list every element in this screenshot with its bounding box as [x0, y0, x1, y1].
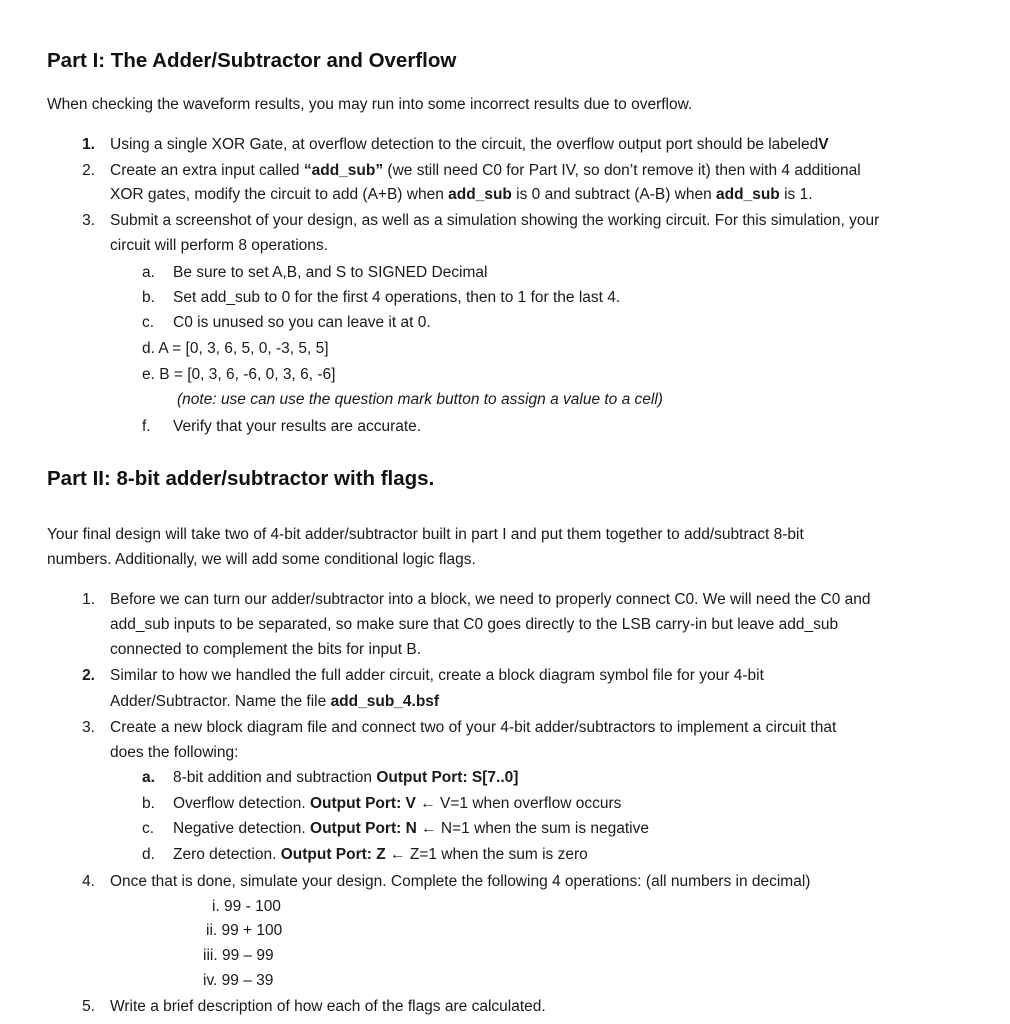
part2-flag-b-label: b.	[142, 795, 155, 812]
part2-item1-line1: Before we can turn our adder/subtractor into a block, we need to properly connect C0. We will need the C0 and	[110, 591, 871, 608]
part1-subitem-e-text: e. B = [0, 3, 6, -6, 0, 3, 6, -6]	[142, 366, 336, 383]
part2-operation-ii: ii. 99 + 100	[206, 922, 283, 939]
part2-flag-c-text: Negative detection. Output Port: N ← N=1 when the sum is negative	[173, 820, 649, 837]
part2-item3-line1: Create a new block diagram file and connect two of your 4-bit adder/subtractors to implement a circuit that	[110, 719, 837, 736]
part1-subitem-b-text: Set add_sub to 0 for the first 4 operations, then to 1 for the last 4.	[173, 289, 621, 306]
part2-item2-line1: Similar to how we handled the full adder circuit, create a block diagram symbol file for your 4-bit	[110, 667, 764, 684]
part1-heading: Part I: The Adder/Subtractor and Overflow	[47, 49, 457, 72]
part2-item1-line3: connected to complement the bits for input B.	[110, 641, 422, 658]
part2-item3-line2: does the following:	[110, 744, 239, 761]
part2-operation-i: i. 99 - 100	[212, 898, 281, 915]
part2-flag-d-text: Zero detection. Output Port: Z ← Z=1 when the sum is zero	[173, 846, 588, 863]
part2-intro-line1: Your final design will take two of 4-bit adder/subtractor built in part I and put them together to add/subtract 8-bit	[47, 526, 804, 543]
part2-item1-number: 1.	[82, 591, 95, 608]
part1-item1-text: Using a single XOR Gate, at overflow detection to the circuit, the overflow output port should be labeledV	[110, 136, 829, 153]
part2-operation-iii: iii. 99 – 99	[203, 947, 274, 964]
part2-intro-line2: numbers. Additionally, we will add some conditional logic flags.	[47, 551, 476, 568]
part2-heading: Part II: 8-bit adder/subtractor with flags.	[47, 467, 435, 490]
part1-item3-line1: Submit a screenshot of your design, as well as a simulation showing the working circuit. For this simulation, your	[110, 212, 880, 229]
part2-operation-iv: iv. 99 – 39	[203, 972, 274, 989]
part1-item3-line2: circuit will perform 8 operations.	[110, 237, 328, 254]
part2-flag-d-label: d.	[142, 846, 155, 863]
part1-item2-line1: Create an extra input called “add_sub” (we still need C0 for Part IV, so don’t remove it) then with 4 additional	[110, 162, 861, 179]
part1-note: (note: use can use the question mark button to assign a value to a cell)	[177, 391, 663, 408]
part2-item2-line2: Adder/Subtractor. Name the file add_sub_4.bsf	[110, 693, 440, 710]
part2-flag-a-text: 8-bit addition and subtraction Output Port: S[7..0]	[173, 769, 519, 786]
part1-item2-number: 2.	[82, 162, 95, 179]
part2-item4-number: 4.	[82, 873, 95, 890]
part1-item3-number: 3.	[82, 212, 95, 229]
part1-subitem-c-text: C0 is unused so you can leave it at 0.	[173, 314, 431, 331]
part2-item1-line2: add_sub inputs to be separated, so make sure that C0 goes directly to the LSB carry-in but leave add_sub	[110, 616, 839, 633]
part2-item5-number: 5.	[82, 998, 95, 1015]
part1-subitem-a-label: a.	[142, 264, 155, 281]
part1-item1-number: 1.	[82, 136, 95, 153]
part1-item2-line2: XOR gates, modify the circuit to add (A+B) when add_sub is 0 and subtract (A-B) when add_sub is 1.	[110, 186, 813, 203]
part1-subitem-d-text: d. A = [0, 3, 6, 5, 0, -3, 5, 5]	[142, 340, 329, 357]
part2-item4-text: Once that is done, simulate your design. Complete the following 4 operations: (all numbers in decimal)	[110, 873, 811, 890]
part1-subitem-a-text: Be sure to set A,B, and S to SIGNED Decimal	[173, 264, 488, 281]
part1-subitem-f-text: Verify that your results are accurate.	[173, 418, 422, 435]
part2-flag-c-label: c.	[142, 820, 155, 837]
part2-flag-a-label: a.	[142, 769, 155, 786]
part1-intro: When checking the waveform results, you may run into some incorrect results due to overflow.	[47, 96, 693, 113]
part1-subitem-f-label: f.	[142, 418, 151, 435]
part1-subitem-c-label: c.	[142, 314, 155, 331]
part2-item3-number: 3.	[82, 719, 95, 736]
part2-flag-b-text: Overflow detection. Output Port: V ← V=1 when overflow occurs	[173, 795, 622, 812]
part2-item2-number: 2.	[82, 667, 95, 684]
part1-subitem-b-label: b.	[142, 289, 155, 306]
part2-item5-text: Write a brief description of how each of the flags are calculated.	[110, 998, 546, 1015]
